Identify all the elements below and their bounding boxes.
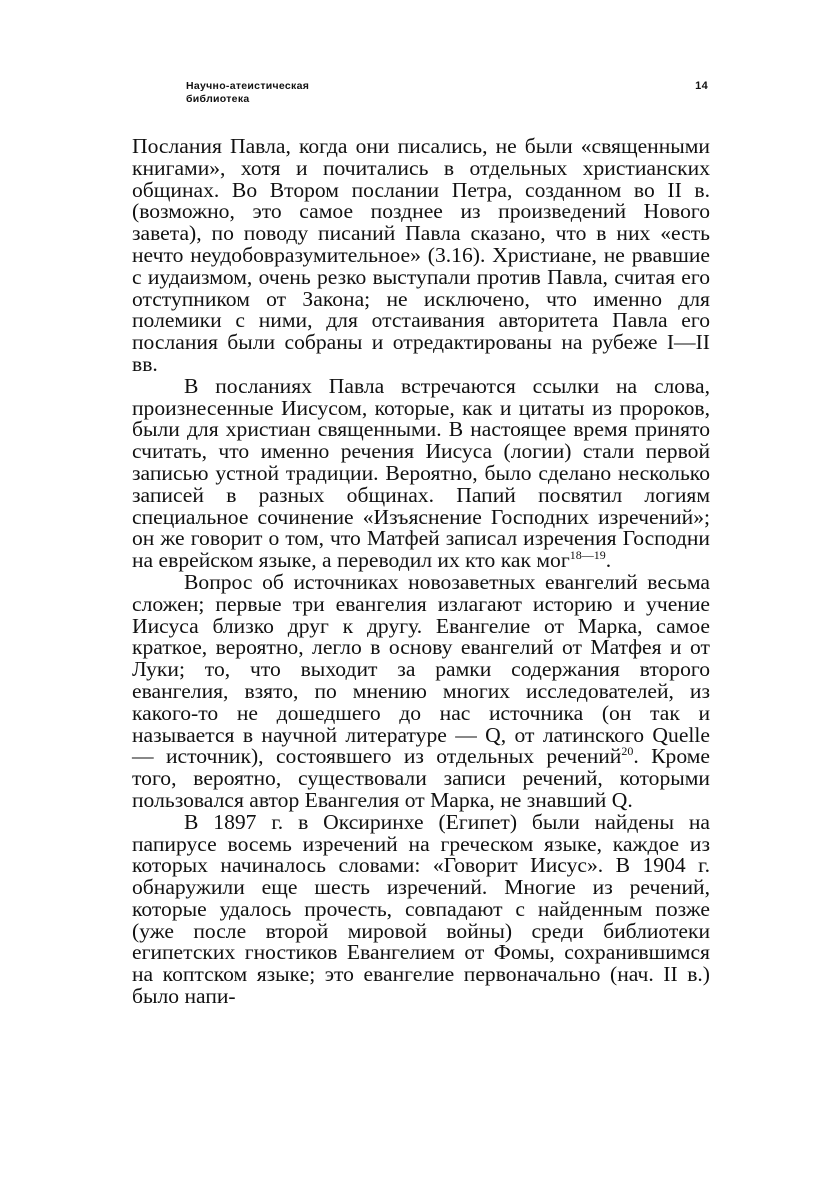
page-number: 14 <box>695 80 708 92</box>
paragraph <box>132 373 710 573</box>
footnote-ref: 18—19 <box>569 547 606 562</box>
paragraph-text-tail: . Кроме того, вероятно, существовали записи речений, которыми пользовался автор Евангелия от Марка, не знавший Q. <box>132 744 710 812</box>
paragraph-text: Послания Павла, когда они писались, не были «священными книгами», хотя и почитались в отдельных христианских общинах. Во Втором послании Петра, созданном во II в. (возможно, это самое позднее из произведений Нового завета), по поводу писаний Павла сказано, что в них «есть нечто неудобовразумительное» (3.16). Христиане, не рвавшие с иудаизмом, очень резко выступали против Павла, считая его отступником от Закона; не исключено, что именно для полемики с ними, для отстаивания авторитета Павла его послания были собраны и отредактированы на рубеже I—II вв. <box>132 134 710 376</box>
paragraph-text: В 1897 г. в Оксиринхе (Египет) были найдены на папирусе восемь изречений на греческом языке, каждое из которых начиналось словами: «Говорит Иисус». В 1904 г. обнаружили еще шесть изречений. Многие из речений, которые удалось прочесть, совпадают с найденным позже (уже после второй мировой войны) среди библиотеки египетских гностиков Евангелием от Фомы, сохранившимся на коптском языке; это евангелие первоначально (нач. II в.) было напи- <box>132 809 710 1009</box>
paragraph-text-tail: . <box>605 548 612 573</box>
paragraph <box>132 809 710 1009</box>
page-header <box>186 80 710 106</box>
body-text <box>132 136 710 1008</box>
running-head <box>186 80 710 106</box>
paragraph-text: Вопрос об источниках новозаветных евангелий весьма сложен; первые три евангелия излагают историю и учение Иисуса близко друг к другу. Евангелие от Марка, самое краткое, вероятно, легло в основу евангелий от Матфея и от Луки; то, что выходит за рамки содержания второго евангелия, взято, по мнению многих исследователей, из какого-то не дошедшего до нас источника (он так и называется в научной литературе — Q, от латинского Quelle — источник), состоявшего из отдельных речений <box>132 569 710 769</box>
running-head-line-2: библиотека <box>186 93 250 105</box>
paragraph-text: В посланиях Павла встречаются ссылки на слова, произнесенные Иисусом, которые, как и цитаты из пророков, были для христиан священными. В настоящее время принято считать, что именно речения Иисуса (логии) стали первой записью устной традиции. Вероятно, было сделано несколько записей в разных общинах. Папий посвятил логиям специальное сочинение «Изъяснение Господних изречений»; он же говорит о том, что Матфей записал изречения Господни на еврейском языке, а переводил их кто как мог <box>132 373 710 573</box>
paragraph <box>132 136 710 376</box>
running-head-line-1: Научно-атеистическая <box>186 80 310 92</box>
paragraph <box>132 569 710 812</box>
footnote-ref: 20 <box>621 744 634 759</box>
